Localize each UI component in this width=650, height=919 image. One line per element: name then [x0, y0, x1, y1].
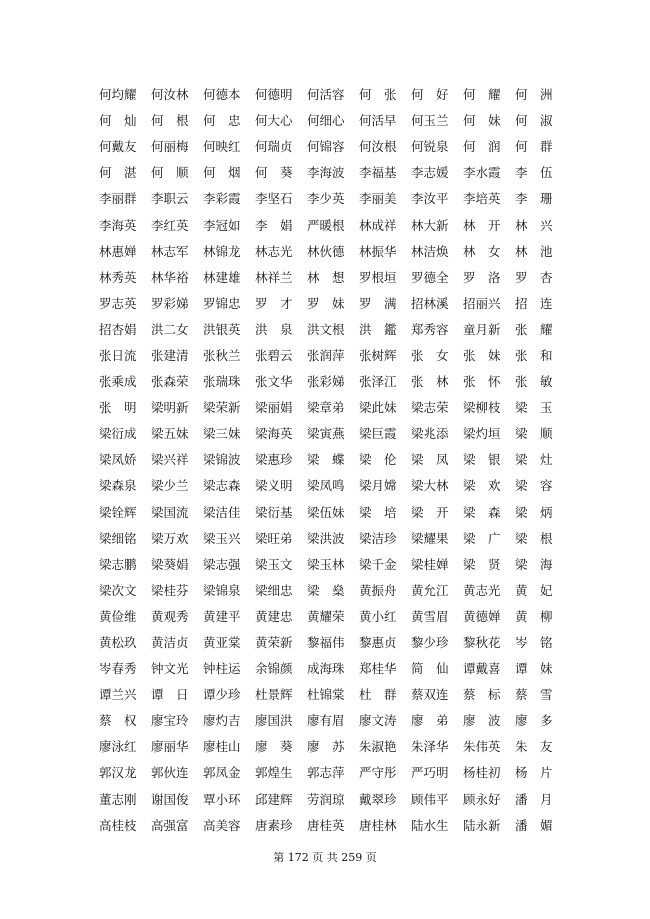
name-cell: 梁洁珍 [359, 530, 397, 546]
name-cell: 郑桂华 [359, 661, 397, 677]
name-cell: 林大新 [411, 217, 449, 233]
name-row [99, 343, 559, 369]
name-cell: 黄松玖 [99, 635, 137, 651]
name-cell: 张乘成 [99, 374, 137, 390]
name-cell: 招丽兴 [463, 295, 501, 311]
name-cell: 罗锦忠 [203, 295, 241, 311]
name-cell: 招杏娟 [99, 321, 137, 337]
name-row [99, 291, 559, 317]
name-cell: 罗德全 [411, 269, 449, 285]
name-cell: 罗 妹 [307, 295, 345, 311]
name-cell: 蔡双连 [411, 687, 449, 703]
name-cell: 梁 根 [515, 530, 553, 546]
name-cell: 何汝根 [359, 139, 397, 155]
name-cell: 何细心 [307, 113, 345, 129]
name-cell: 黄亚棠 [203, 635, 241, 651]
name-cell: 简 仙 [411, 661, 449, 677]
name-cell: 梁国流 [151, 504, 189, 520]
name-cell: 廖有眉 [307, 713, 345, 729]
name-cell: 朱淑艳 [359, 739, 397, 755]
name-cell: 张瑞珠 [203, 374, 241, 390]
name-cell: 何锐泉 [411, 139, 449, 155]
name-cell: 廖文涛 [359, 713, 397, 729]
name-cell: 林建雄 [203, 269, 241, 285]
page-footer: 第 172 页 共 259 页 [273, 851, 377, 864]
name-row [99, 265, 559, 291]
name-cell: 张碧云 [255, 347, 293, 363]
name-cell: 郭汉龙 [99, 765, 137, 781]
name-cell: 何均耀 [99, 87, 137, 103]
name-cell: 梁玉兴 [203, 530, 241, 546]
name-cell: 黄建忠 [255, 608, 293, 624]
name-row [99, 552, 559, 578]
name-cell: 黎秋花 [463, 635, 501, 651]
name-cell: 张日流 [99, 347, 137, 363]
name-row [99, 369, 559, 395]
name-cell: 梁三妹 [203, 426, 241, 442]
name-cell: 梁 森 [463, 504, 501, 520]
name-cell: 何 好 [411, 87, 449, 103]
name-cell: 梁玉文 [255, 556, 293, 572]
name-cell: 梁明新 [151, 400, 189, 416]
name-cell: 梁 银 [463, 452, 501, 468]
name-cell: 廖丽华 [151, 739, 189, 755]
name-cell: 李培英 [463, 191, 501, 207]
name-row [99, 186, 559, 212]
name-cell: 梁志荣 [411, 400, 449, 416]
name-cell: 何映红 [203, 139, 241, 155]
name-row [99, 317, 559, 343]
name-cell: 梁耀果 [411, 530, 449, 546]
name-row [99, 212, 559, 238]
name-cell: 廖泳红 [99, 739, 137, 755]
name-cell: 何 淑 [515, 113, 553, 129]
name-row [99, 656, 559, 682]
name-cell: 林锦龙 [203, 243, 241, 259]
name-cell: 梁兴祥 [151, 452, 189, 468]
name-list [99, 82, 559, 839]
name-cell: 李丽群 [99, 191, 137, 207]
name-cell: 黄德婵 [463, 608, 501, 624]
name-cell: 何 润 [463, 139, 501, 155]
name-cell: 李汝平 [411, 191, 449, 207]
name-cell: 郑秀容 [411, 321, 449, 337]
name-cell: 梁洪波 [307, 530, 345, 546]
name-cell: 唐桂英 [307, 817, 345, 833]
name-cell: 谭 妹 [515, 661, 553, 677]
name-cell: 梁千金 [359, 556, 397, 572]
name-cell: 梁义明 [255, 478, 293, 494]
name-row [99, 239, 559, 265]
name-cell: 林志光 [255, 243, 293, 259]
name-cell: 罗 杏 [515, 269, 553, 285]
name-cell: 何 妹 [463, 113, 501, 129]
name-cell: 林惠婵 [99, 243, 137, 259]
name-cell: 梁 广 [463, 530, 501, 546]
name-cell: 余锦颜 [255, 661, 293, 677]
name-cell: 林志军 [151, 243, 189, 259]
name-cell: 李海波 [307, 165, 345, 181]
name-row [99, 82, 559, 108]
name-cell: 严守彤 [359, 765, 397, 781]
name-cell: 张彩娣 [307, 374, 345, 390]
name-cell: 黄雪眉 [411, 608, 449, 624]
name-cell: 梁 贤 [463, 556, 501, 572]
name-cell: 梁 灶 [515, 452, 553, 468]
name-cell: 李海英 [99, 217, 137, 233]
name-cell: 何瑞贞 [255, 139, 293, 155]
name-cell: 谭 日 [151, 687, 189, 703]
name-cell: 梁灼垣 [463, 426, 501, 442]
name-cell: 李 娟 [255, 217, 293, 233]
name-cell: 李冠如 [203, 217, 241, 233]
name-cell: 梁此妹 [359, 400, 397, 416]
name-cell: 张 明 [99, 400, 137, 416]
name-row [99, 160, 559, 186]
name-row [99, 134, 559, 160]
name-cell: 廖 弟 [411, 713, 449, 729]
name-cell: 黄志光 [463, 582, 501, 598]
name-cell: 张 和 [515, 347, 553, 363]
name-row [99, 447, 559, 473]
name-cell: 高美容 [203, 817, 241, 833]
name-cell: 林 兴 [515, 217, 553, 233]
name-cell: 郭伙连 [151, 765, 189, 781]
name-cell: 朱泽华 [411, 739, 449, 755]
name-cell: 廖灼吉 [203, 713, 241, 729]
name-cell: 梁荣新 [203, 400, 241, 416]
name-cell: 高强富 [151, 817, 189, 833]
name-cell: 潘 媚 [515, 817, 553, 833]
name-cell: 林秀英 [99, 269, 137, 285]
name-cell: 林成祥 [359, 217, 397, 233]
name-cell: 罗 洛 [463, 269, 501, 285]
name-cell: 成海珠 [307, 661, 345, 677]
name-row [99, 813, 559, 839]
name-cell: 黄耀荣 [307, 608, 345, 624]
name-cell: 陆永新 [463, 817, 501, 833]
name-cell: 黄观秀 [151, 608, 189, 624]
name-cell: 何锦容 [307, 139, 345, 155]
name-cell: 罗 满 [359, 295, 397, 311]
name-cell: 梁寅燕 [307, 426, 345, 442]
name-cell: 高桂枝 [99, 817, 137, 833]
name-cell: 何 灿 [99, 113, 137, 129]
name-cell: 李职云 [151, 191, 189, 207]
name-row [99, 421, 559, 447]
name-cell: 何大心 [255, 113, 293, 129]
name-cell: 林 池 [515, 243, 553, 259]
name-cell: 顾永好 [463, 791, 501, 807]
name-cell: 李福基 [359, 165, 397, 181]
name-cell: 李 伍 [515, 165, 553, 181]
name-cell: 张 耀 [515, 321, 553, 337]
name-cell: 林伙德 [307, 243, 345, 259]
name-cell: 钟文光 [151, 661, 189, 677]
name-row [99, 473, 559, 499]
name-cell: 张秋兰 [203, 347, 241, 363]
name-cell: 朱伟英 [463, 739, 501, 755]
name-cell: 洪银英 [203, 321, 241, 337]
name-cell: 张泽江 [359, 374, 397, 390]
name-cell: 童月新 [463, 321, 501, 337]
name-cell: 严暖根 [307, 217, 345, 233]
name-cell: 梁大林 [411, 478, 449, 494]
name-cell: 张建清 [151, 347, 189, 363]
name-cell: 梁桂婵 [411, 556, 449, 572]
name-cell: 谭少珍 [203, 687, 241, 703]
name-cell: 何 群 [515, 139, 553, 155]
name-cell: 梁玉林 [307, 556, 345, 572]
name-cell: 廖国洪 [255, 713, 293, 729]
name-cell: 潘 月 [515, 791, 553, 807]
name-cell: 梁志森 [203, 478, 241, 494]
name-row [99, 108, 559, 134]
name-cell: 张树辉 [359, 347, 397, 363]
name-cell: 何 张 [359, 87, 397, 103]
name-cell: 黄洁贞 [151, 635, 189, 651]
name-cell: 郭凤金 [203, 765, 241, 781]
name-cell: 招林溪 [411, 295, 449, 311]
name-cell: 林 女 [463, 243, 501, 259]
name-cell: 陆水生 [411, 817, 449, 833]
name-cell: 董志刚 [99, 791, 137, 807]
name-cell: 何 忠 [203, 113, 241, 129]
name-cell: 梁五妹 [151, 426, 189, 442]
name-cell: 张 女 [411, 347, 449, 363]
name-cell: 林 开 [463, 217, 501, 233]
name-cell: 梁 培 [359, 504, 397, 520]
name-cell: 岑 铭 [515, 635, 553, 651]
name-cell: 黄 妃 [515, 582, 553, 598]
name-cell: 梁 凤 [411, 452, 449, 468]
name-cell: 梁葵娟 [151, 556, 189, 572]
name-cell: 梁森泉 [99, 478, 137, 494]
name-cell: 梁 欢 [463, 478, 501, 494]
name-row [99, 526, 559, 552]
name-cell: 梁凤娇 [99, 452, 137, 468]
name-cell: 廖 多 [515, 713, 553, 729]
name-cell: 蔡 权 [99, 713, 137, 729]
name-cell: 罗志英 [99, 295, 137, 311]
name-row [99, 760, 559, 786]
name-cell: 梁月嫦 [359, 478, 397, 494]
name-cell: 黄 柳 [515, 608, 553, 624]
name-cell: 何 洲 [515, 87, 553, 103]
name-cell: 黄小红 [359, 608, 397, 624]
name-cell: 劳润琼 [307, 791, 345, 807]
name-cell: 罗根垣 [359, 269, 397, 285]
name-cell: 蔡 雪 [515, 687, 553, 703]
name-cell: 廖宝玲 [151, 713, 189, 729]
name-cell: 何德本 [203, 87, 241, 103]
name-cell: 梁洁佳 [203, 504, 241, 520]
name-cell: 梁细铭 [99, 530, 137, 546]
name-cell: 岑春秀 [99, 661, 137, 677]
name-row [99, 500, 559, 526]
name-cell: 蔡 标 [463, 687, 501, 703]
name-cell: 杨桂初 [463, 765, 501, 781]
name-cell: 张 怀 [463, 374, 501, 390]
name-cell: 梁志鹏 [99, 556, 137, 572]
name-cell: 梁锦波 [203, 452, 241, 468]
name-cell: 张森荣 [151, 374, 189, 390]
name-cell: 黄建平 [203, 608, 241, 624]
name-cell: 何德明 [255, 87, 293, 103]
name-cell: 李丽美 [359, 191, 397, 207]
name-cell: 张文华 [255, 374, 293, 390]
name-cell: 林洁焕 [411, 243, 449, 259]
name-cell: 李红英 [151, 217, 189, 233]
name-cell: 何活容 [307, 87, 345, 103]
name-cell: 梁惠珍 [255, 452, 293, 468]
name-cell: 梁 燊 [307, 582, 345, 598]
name-cell: 何丽梅 [151, 139, 189, 155]
name-row [99, 395, 559, 421]
name-cell: 梁 炳 [515, 504, 553, 520]
name-cell: 李水霞 [463, 165, 501, 181]
name-cell: 林华裕 [151, 269, 189, 285]
name-cell: 梁细忠 [255, 582, 293, 598]
name-cell: 梁 玉 [515, 400, 553, 416]
name-cell: 邱建辉 [255, 791, 293, 807]
name-cell: 谭兰兴 [99, 687, 137, 703]
name-cell: 罗 才 [255, 295, 293, 311]
name-cell: 杨 片 [515, 765, 553, 781]
name-cell: 何 烟 [203, 165, 241, 181]
name-cell: 梁 容 [515, 478, 553, 494]
name-cell: 何 顺 [151, 165, 189, 181]
name-row [99, 604, 559, 630]
name-cell: 何 根 [151, 113, 189, 129]
name-row [99, 708, 559, 734]
name-cell: 梁锦泉 [203, 582, 241, 598]
name-cell: 廖 波 [463, 713, 501, 729]
name-cell: 梁兆添 [411, 426, 449, 442]
name-cell: 郭志萍 [307, 765, 345, 781]
name-cell: 唐桂林 [359, 817, 397, 833]
name-cell: 梁巨霞 [359, 426, 397, 442]
name-cell: 梁衍基 [255, 504, 293, 520]
name-cell: 黎福伟 [307, 635, 345, 651]
name-cell: 林祥兰 [255, 269, 293, 285]
name-cell: 梁次文 [99, 582, 137, 598]
name-cell: 谭戴喜 [463, 661, 501, 677]
name-cell: 钟柱运 [203, 661, 241, 677]
name-cell: 黄允江 [411, 582, 449, 598]
name-cell: 梁万欢 [151, 530, 189, 546]
name-cell: 梁桂芬 [151, 582, 189, 598]
name-cell: 招 连 [515, 295, 553, 311]
name-row [99, 578, 559, 604]
name-cell: 李彩霞 [203, 191, 241, 207]
name-cell: 何 耀 [463, 87, 501, 103]
name-cell: 戴翠珍 [359, 791, 397, 807]
name-cell: 黄荣新 [255, 635, 293, 651]
name-cell: 梁少兰 [151, 478, 189, 494]
name-cell: 张润萍 [307, 347, 345, 363]
name-cell: 林 想 [307, 269, 345, 285]
name-row [99, 682, 559, 708]
name-cell: 何活早 [359, 113, 397, 129]
name-cell: 李坚石 [255, 191, 293, 207]
name-cell: 梁铨辉 [99, 504, 137, 520]
name-cell: 张 敏 [515, 374, 553, 390]
name-cell: 黄俭维 [99, 608, 137, 624]
name-cell: 李少英 [307, 191, 345, 207]
name-cell: 唐素珍 [255, 817, 293, 833]
name-cell: 何玉兰 [411, 113, 449, 129]
name-cell: 梁 开 [411, 504, 449, 520]
name-cell: 张 妹 [463, 347, 501, 363]
name-cell: 郭煌生 [255, 765, 293, 781]
name-cell: 梁旺弟 [255, 530, 293, 546]
name-cell: 何 湛 [99, 165, 137, 181]
name-cell: 杜景辉 [255, 687, 293, 703]
name-cell: 廖 苏 [307, 739, 345, 755]
name-cell: 梁章弟 [307, 400, 345, 416]
name-cell: 黄振舟 [359, 582, 397, 598]
name-cell: 梁海英 [255, 426, 293, 442]
name-cell: 何戴友 [99, 139, 137, 155]
name-cell: 梁 伦 [359, 452, 397, 468]
name-cell: 洪文根 [307, 321, 345, 337]
name-cell: 李志媛 [411, 165, 449, 181]
name-cell: 林振华 [359, 243, 397, 259]
name-cell: 梁 海 [515, 556, 553, 572]
name-cell: 梁丽娟 [255, 400, 293, 416]
name-cell: 梁伍妹 [307, 504, 345, 520]
name-cell: 廖 葵 [255, 739, 293, 755]
name-cell: 谢国俊 [151, 791, 189, 807]
name-row [99, 734, 559, 760]
name-cell: 顾伟平 [411, 791, 449, 807]
name-cell: 洪二女 [151, 321, 189, 337]
name-cell: 廖桂山 [203, 739, 241, 755]
name-cell: 杜 群 [359, 687, 397, 703]
name-cell: 杜锦棠 [307, 687, 345, 703]
name-cell: 梁 蝶 [307, 452, 345, 468]
name-cell: 梁柳枝 [463, 400, 501, 416]
name-cell: 黎少珍 [411, 635, 449, 651]
name-cell: 黎惠贞 [359, 635, 397, 651]
name-cell: 梁凤鸣 [307, 478, 345, 494]
name-cell: 张 林 [411, 374, 449, 390]
name-cell: 覃小环 [203, 791, 241, 807]
name-cell: 洪 鑑 [359, 321, 397, 337]
name-cell: 朱 友 [515, 739, 553, 755]
name-cell: 梁 顺 [515, 426, 553, 442]
name-row [99, 787, 559, 813]
name-cell: 严巧明 [411, 765, 449, 781]
name-cell: 何汝林 [151, 87, 189, 103]
name-cell: 何 葵 [255, 165, 293, 181]
name-cell: 罗彩娣 [151, 295, 189, 311]
name-cell: 洪 泉 [255, 321, 293, 337]
name-cell: 李 珊 [515, 191, 553, 207]
name-row [99, 630, 559, 656]
name-cell: 梁志强 [203, 556, 241, 572]
name-cell: 梁衍成 [99, 426, 137, 442]
